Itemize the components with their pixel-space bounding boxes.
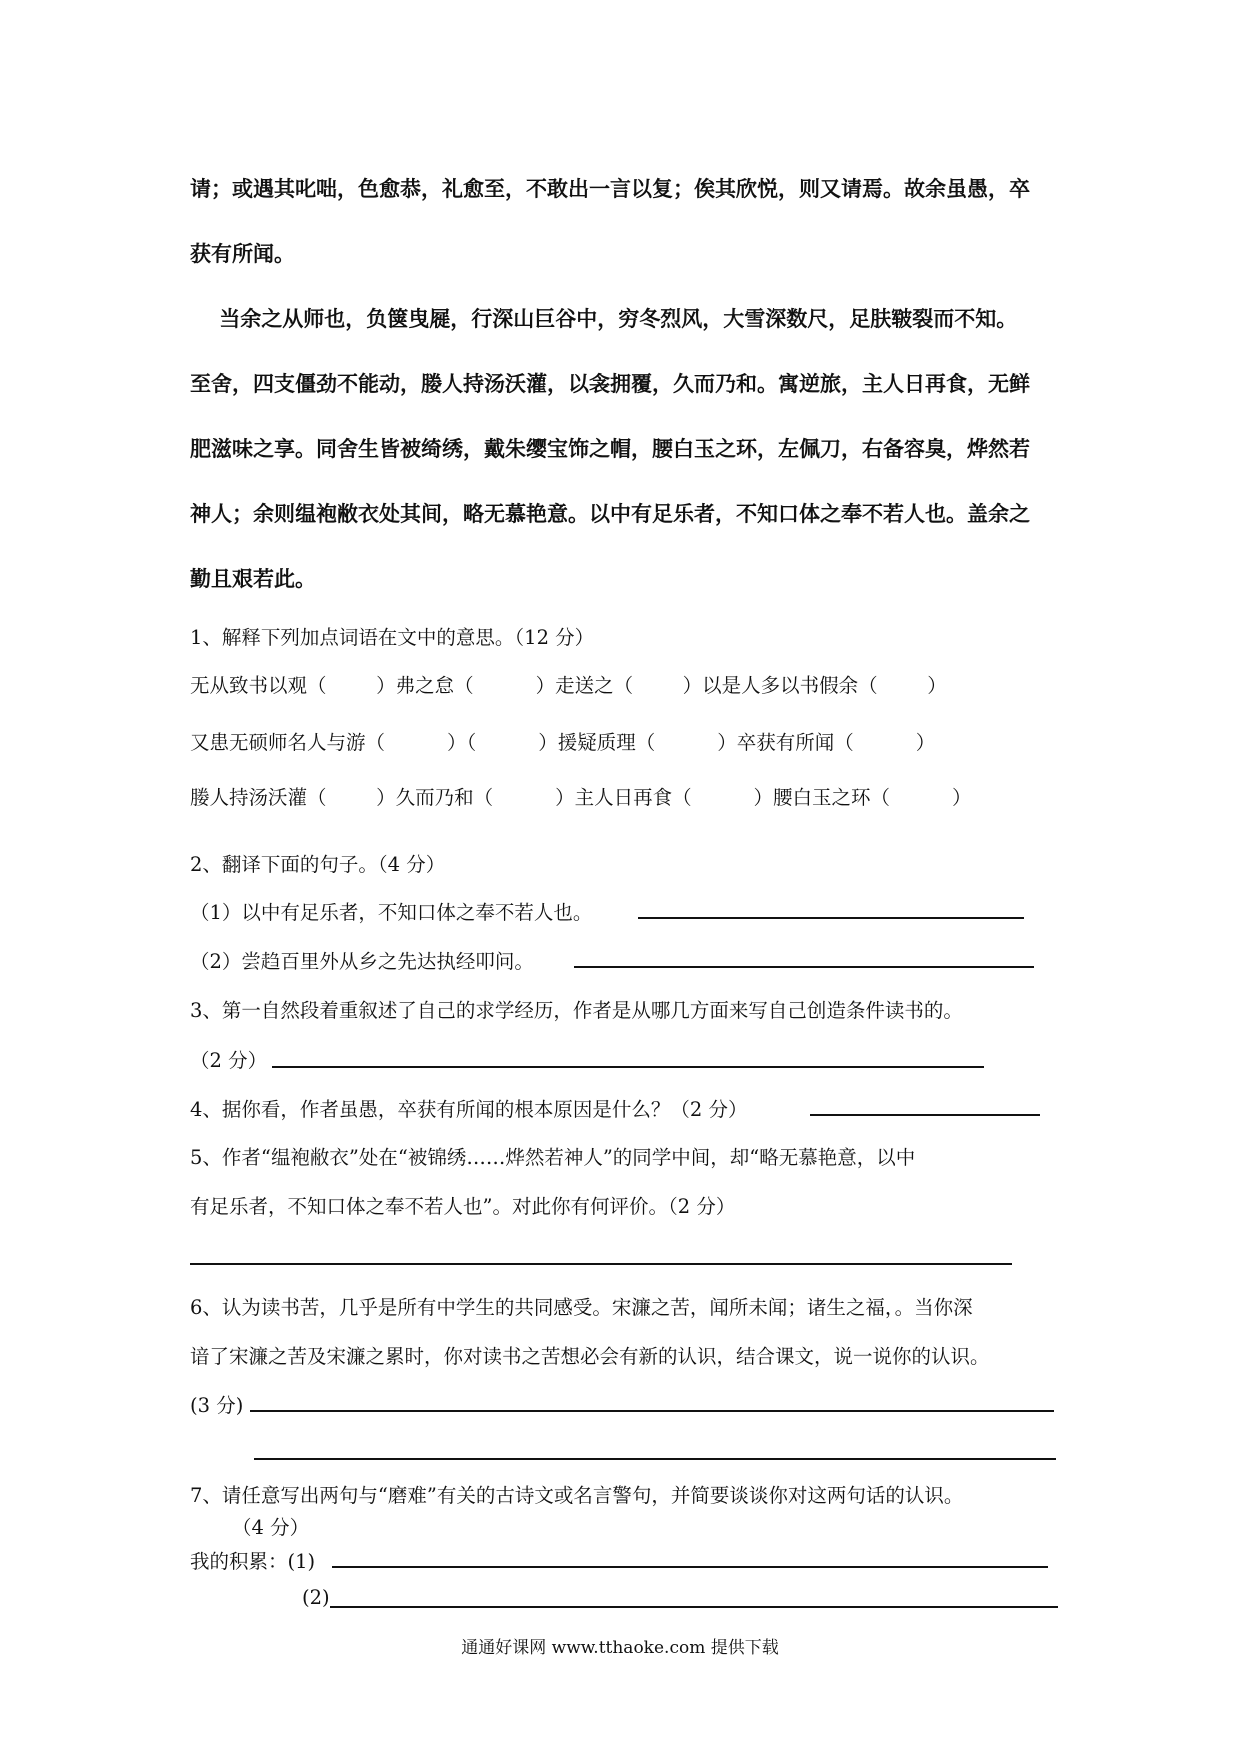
passage-line: 勤且艰若此。 (190, 567, 316, 591)
answer-line[interactable] (250, 1410, 1054, 1412)
question-6: 6、认为读书苦，几乎是所有中学生的共同感受。宋濂之苦，闻所未闻；诸生之福，。当你深 (190, 1296, 973, 1319)
question-3-score: （2 分） (190, 1049, 268, 1072)
passage-line: 肥滋味之享。同舍生皆被绮绣，戴朱缨宝饰之帽，腰白玉之环，左佩刀，右备容臭，烨然若 (190, 437, 1030, 461)
passage-line: 请；或遇其叱咄，色愈恭，礼愈至，不敢出一言以复；俟其欣悦，则又请焉。故余虽愚，卒 (190, 177, 1030, 201)
question-2-item-2: （2）尝趋百里外从乡之先达执经叩问。 (190, 950, 534, 973)
question-2-item-1: （1）以中有足乐者，不知口体之奉不若人也。 (190, 901, 593, 924)
question-7-label-1: 我的积累：(1) (190, 1550, 316, 1573)
question-4: 4、据你看，作者虽愚，卒获有所闻的根本原因是什么？（2 分） (190, 1098, 748, 1121)
answer-line[interactable] (574, 966, 1034, 968)
answer-line[interactable] (638, 917, 1024, 919)
answer-line[interactable] (190, 1263, 1012, 1265)
question-7: 7、请任意写出两句与“磨难”有关的古诗文或名言警句，并简要谈谈你对这两句话的认识。 (190, 1484, 964, 1507)
question-6-score: (3 分) (190, 1394, 244, 1417)
passage-line: 获有所闻。 (190, 242, 295, 266)
question-7-label-2: (2) (302, 1586, 330, 1609)
passage-line: 神人；余则缊袍敝衣处其间，略无慕艳意。以中有足乐者，不知口体之奉不若人也。盖余之 (190, 502, 1030, 526)
question-1-row: 无从致书以观（ ）弗之怠（ ）走送之（ ）以是人多以书假余（ ） (190, 674, 947, 697)
question-5: 有足乐者，不知口体之奉不若人也”。对此你有何评价。（2 分） (190, 1195, 736, 1218)
question-1-title: 1、解释下列加点词语在文中的意思。（12 分） (190, 626, 595, 649)
answer-line[interactable] (272, 1066, 984, 1068)
passage-line: 至舍，四支僵劲不能动，媵人持汤沃灌，以衾拥覆，久而乃和。寓逆旅，主人日再食，无鲜 (190, 372, 1030, 396)
question-7-score: （4 分） (232, 1516, 310, 1539)
answer-line[interactable] (810, 1114, 1040, 1116)
question-6: 谙了宋濂之苦及宋濂之累时，你对读书之苦想必会有新的认识，结合课文，说一说你的认识。 (190, 1345, 990, 1368)
answer-line[interactable] (332, 1566, 1048, 1568)
answer-line[interactable] (254, 1458, 1056, 1460)
page-footer: 通通好课网 www.tthaoke.com 提供下载 (461, 1638, 779, 1658)
answer-line[interactable] (330, 1606, 1058, 1608)
passage-line: 当余之从师也，负箧曳屣，行深山巨谷中，穷冬烈风，大雪深数尺，足肤皲裂而不知。 (190, 307, 1018, 331)
question-1-row: 媵人持汤沃灌（ ）久而乃和（ ）主人日再食（ ）腰白玉之环（ ） (190, 786, 972, 809)
question-1-row: 又患无硕师名人与游（ ）（ ）援疑质理（ ）卒获有所闻（ ） (190, 731, 936, 754)
question-2-title: 2、翻译下面的句子。（4 分） (190, 853, 446, 876)
question-5: 5、作者“缊袍敝衣”处在“被锦绣……烨然若神人”的同学中间，却“略无慕艳意，以中 (190, 1146, 916, 1169)
question-3: 3、第一自然段着重叙述了自己的求学经历，作者是从哪几方面来写自己创造条件读书的。 (190, 999, 963, 1022)
